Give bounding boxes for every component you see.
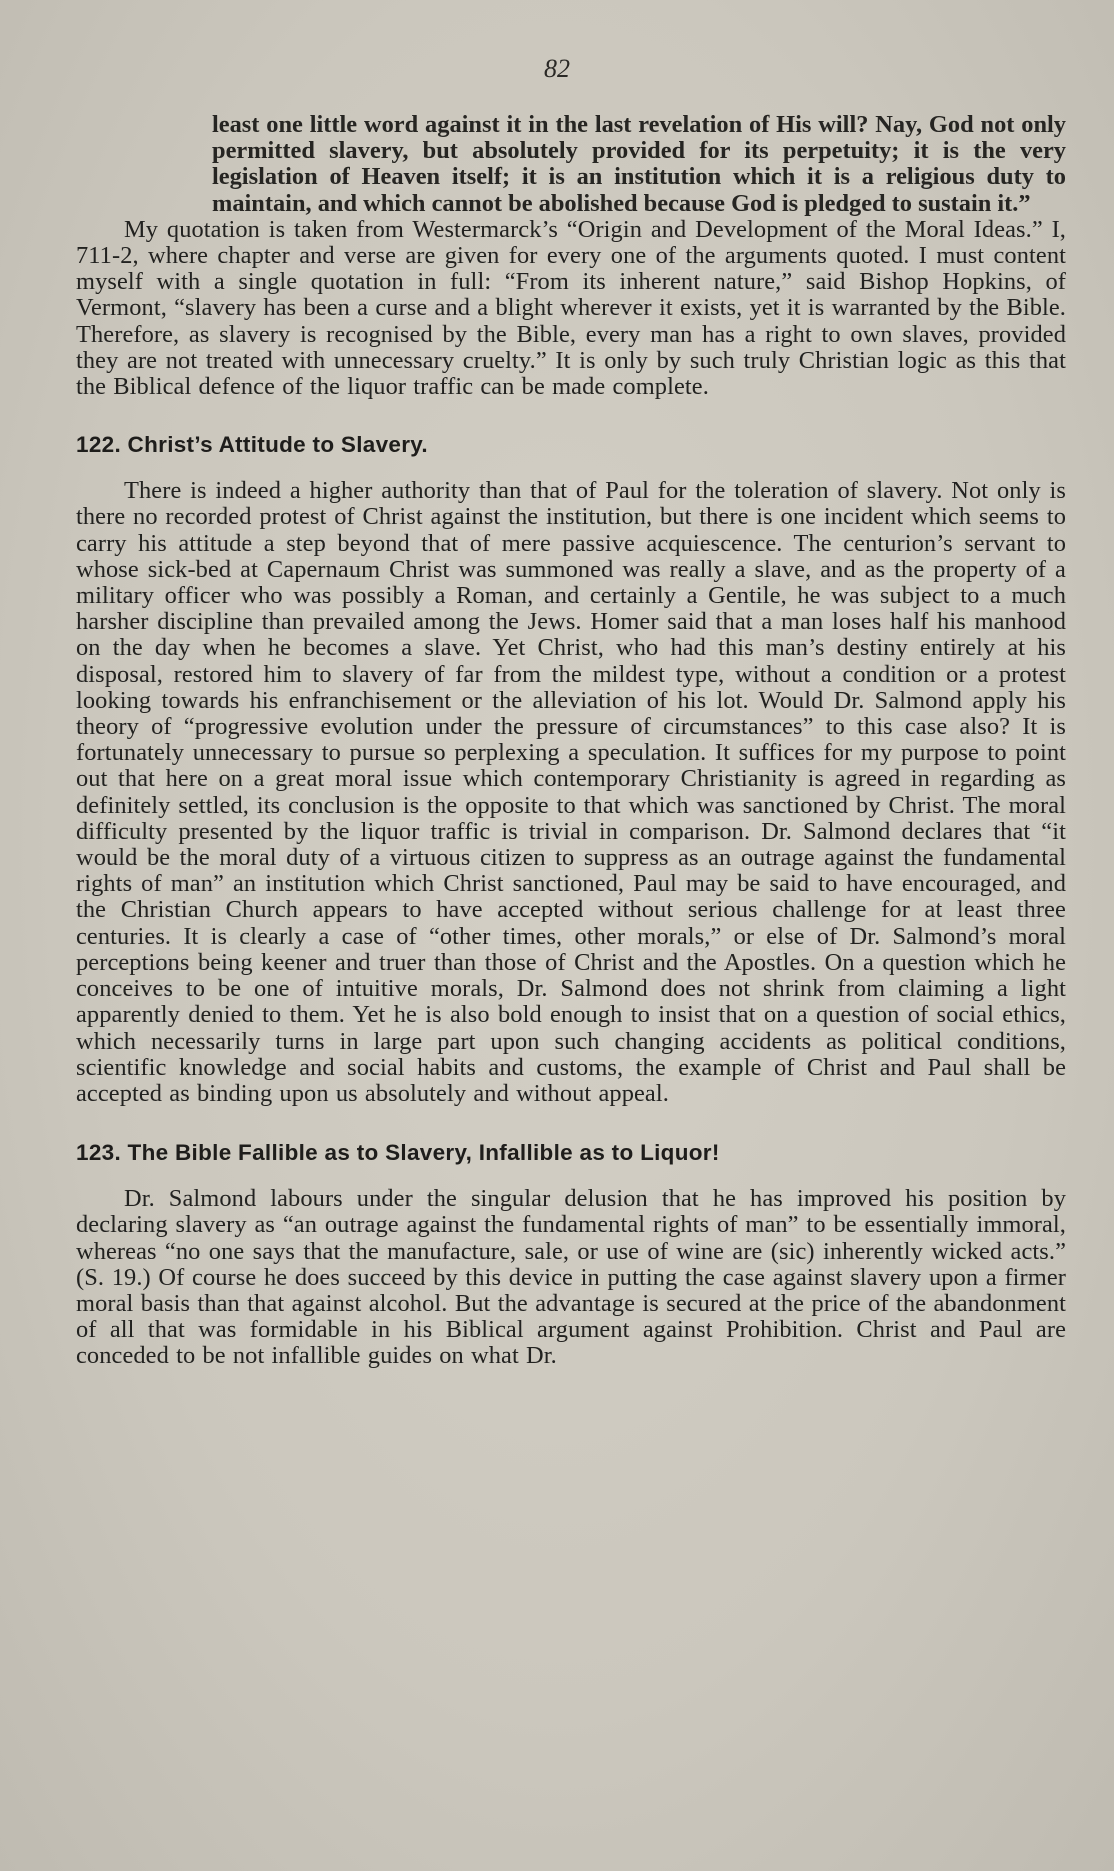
section-heading-123: 123. The Bible Fallible as to Slavery, Infallible as to Liquor! — [76, 1140, 720, 1166]
section-heading-122: 122. Christ’s Attitude to Slavery. — [76, 432, 428, 458]
paragraph-westermarck-quotation: My quotation is taken from Westermarck’s “Origin and Development of the Moral Ideas.” I, 711-2, where chapter and verse are given for every one of the arguments quoted. I must content myself with a single quotation in full: “From its inherent nature,” said Bishop Hopkins, of Vermont, “slavery has been a curse and a blight wherever it exists, yet it is warranted by the Bible. Therefore, as slavery is recognised by the Bible, every man has a right to own slaves, provided they are not treated with unnecessary cruelty.” It is only by such truly Christian logic as this that the Biblical defence of the liquor traffic can be made complete. — [76, 215, 1066, 401]
paragraph-bible-fallible: Dr. Salmond labours under the singular delusion that he has improved his position by declaring slavery as “an outrage against the fundamental rights of man” to be essentially immoral, whereas “no one says that the manufacture, sale, or use of wine are (sic) inherently wicked acts.” (S. 19.) Of course he does succeed by this device in putting the case against slavery upon a firmer moral basis than that against alcohol. But the advantage is secured at the price of the abandonment of all that was formidable in his Biblical argument against Prohibition. Christ and Paul are conceded to be not infallible guides on what Dr. — [76, 1185, 1066, 1370]
page-number: 82 — [544, 54, 570, 83]
block-quote: least one little word against it in the last revelation of His will? Nay, God not only permitted slavery, but absolutely provided for its perpetuity; it is the very legislation of Heaven itself; it is an institution which it is a religious duty to maintain, and which cannot be abolished because God is pledged to sustain it.” — [212, 111, 1066, 217]
text-column — [76, 112, 1066, 1370]
paragraph-christ-attitude: There is indeed a higher authority than that of Paul for the toleration of slavery. Not only is there no recorded protest of Christ against the institution, but there is one incident which seems to carry his attitude a step beyond that of mere passive acquiescence. The centurion’s servant to whose sick-bed at Capernaum Christ was summoned was really a slave, and as the property of a military officer who was possibly a Roman, and certainly a Gentile, he was subject to a much harsher discipline than prevailed among the Jews. Homer said that a man loses half his manhood on the day when he becomes a slave. Yet Christ, who had this man’s destiny entirely at his disposal, restored him to slavery of far from the mildest type, without a condition or a protest looking towards his enfranchisement or the alleviation of his lot. Would Dr. Salmond apply his theory of “progressive evolution under the pressure of circumstances” to this case also? It is fortunately unnecessary to pursue so perplexing a speculation. It suffices for my purpose to point out that here on a great moral issue which contemporary Christianity is agreed in regarding as definitely settled, its conclusion is the opposite to that which was sanctioned by Christ. The moral difficulty presented by the liquor traffic is trivial in comparison. Dr. Salmond declares that “it would be the moral duty of a virtuous citizen to suppress as an outrage against the fundamental rights of man” an institution which Christ sanctioned, Paul may be said to have encouraged, and the Christian Church appears to have accepted without serious challenge for at least three centuries. It is clearly a case of “other times, other morals,” or else of Dr. Salmond’s moral perceptions being keener and truer than those of Christ and the Apostles. On a question which he conceives to be one of intuitive morals, Dr. Salmond does not shrink from claiming a light apparently denied to them. Yet he is also bold enough to insist that on a question of social ethics, which necessarily turns in large part upon such changing accidents as political conditions, scientific knowledge and social habits and customs, the example of Christ and Paul shall be accepted as binding upon us absolutely and without appeal. — [76, 477, 1066, 1107]
